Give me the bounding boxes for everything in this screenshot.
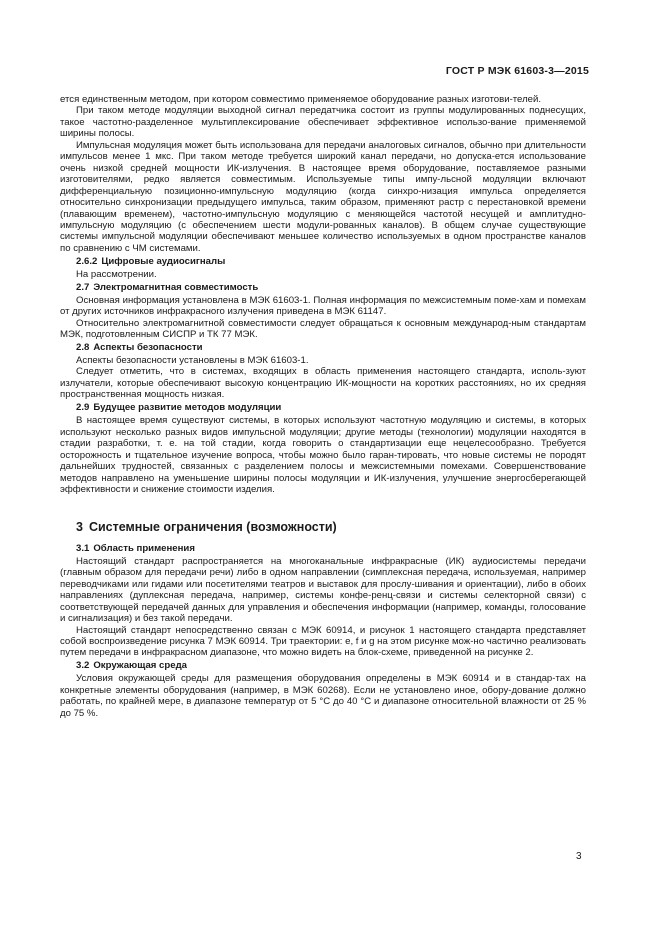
paragraph: Настоящий стандарт непосредственно связан с МЭК 60914, и рисунок 1 настоящего стандарта представляет собой воспроизведение рисунка 7 МЭК 60914. Три траектории: e, f и g на этом рисунке мож-но частично реализовать путем передачи в инфракрасном диапазоне, что можно видеть на блок-схеме, приведенной на рисунке 2. — [60, 624, 586, 659]
subsection-heading — [76, 256, 586, 267]
paragraph: На рассмотрении. — [76, 268, 157, 280]
paragraph: Настоящий стандарт распространяется на многоканальные инфракрасные (ИК) аудиосистемы передачи (главным образом для передачи речи) либо в одном направлении (симплексная передача, используемая, например переводчиками или гидами или посетителями театров и выставок для прослу-шивания и ориентации), либо в обоих направлениях (дуплексная передача, например, системы конфе-ренц-связи и системы селекторной связи) с соответствующей передачей данных для управления и обеспечения информации (например, команды, голосование и сигнализация) и без такой передачи. — [60, 555, 586, 625]
subsection-heading — [76, 342, 586, 353]
page-number: 3 — [576, 851, 582, 862]
subsection-heading — [76, 402, 586, 413]
paragraph: Основная информация установлена в МЭК 61603-1. Полная информация по межсистемным поме-хам и помехам от других источников инфракрасного излучения приведена в МЭК 61147. — [60, 294, 586, 318]
paragraph: В настоящее время существуют системы, в которых используют частотную модуляцию и системы, в которых используют несколько разных видов импульсной модуляции; другие методы (технологии) модуляции находятся в стадии разработки, т. е. на той стадии, когда говорить о стандартизации еще нецелесообразно. Требуется осторожность и тщательное изучение вопроса, чтобы можно было гаран-тировать, что новые системы не породят дальнейших трудностей, связанных с разделением полосы и межсистемными помехами. Совершенствование методов направлено на уменьшение ширины полосы модуляции и ИК-излучения, улучшение энергосберегающей эффективности и снижение стоимости изделия. — [60, 415, 586, 495]
standard-header: ГОСТ Р МЭК 61603-3—2015 — [445, 65, 589, 77]
heading-title: Область применения — [93, 542, 195, 554]
heading-number: 3.1 — [76, 542, 90, 554]
heading-number: 3.2 — [76, 660, 90, 672]
heading-title: Цифровые аудиосигналы — [101, 255, 226, 267]
section-heading — [76, 522, 586, 533]
heading-number: 2.6.2 — [76, 255, 98, 267]
heading-number: 2.9 — [76, 402, 90, 414]
heading-number: 2.7 — [76, 281, 90, 293]
paragraph: Импульсная модуляция может быть использована для передачи аналоговых сигналов, обычно при длительности импульсов менее 1 мкс. При таком методе требуется широкий канал передачи, но допуска-ется использование очень низкой средней мощности ИК-излучения. В настоящее время оборудование, поставляемое разными изготовителями, редко является совместимым. Используемые типы импу-льсной модуляции включают дифференциальную позиционно-импульсную модуляцию (когда синхро-низация импульса определяется относительно синхронизации предыдущего импульса, таким образом, применяют растр с перестановкой времени (плавающим временем), частотно-импульсную модуляцию с меняющейся частотой несущей и амплитудно-импульсную модуляцию (с обеспечением шести модули-рованных каналов). В общем случае существующие системы импульсной модуляции обеспечивают меньшее количество используемых в одном пространстве каналов по сравнению с ЧМ системами. — [60, 139, 586, 254]
subsection-heading — [76, 543, 586, 554]
paragraph: Условия окружающей среды для размещения оборудования определены в МЭК 60914 и в стандар-тах на конкретные элементы оборудования (например, в МЭК 60268). Если не установлено иное, обору-дование должно работать, по крайней мере, в диапазоне температур от 5 °С до 40 °С и диапазоне относительной влажности от 25 % до 75 %. — [60, 673, 586, 719]
heading-title: Электромагнитная совместимость — [93, 281, 259, 293]
paragraph: Следует отметить, что в системах, входящих в область применения настоящего стандарта, исполь-зуют излучатели, которые обеспечивают высокую концентрацию ИК-мощности на коротких расстояниях, но их средняя пространственная мощность низкая. — [60, 366, 586, 401]
document-body — [60, 94, 586, 719]
paragraph: Относительно электромагнитной совместимости следует обращаться к основным международ-ным стандартам МЭК, подготовленным СИСПР и ТК 77 МЭК. — [60, 317, 586, 341]
heading-number: 2.8 — [76, 342, 90, 354]
paragraph: Аспекты безопасности установлены в МЭК 61603-1. — [76, 354, 309, 366]
subsection-heading — [76, 660, 586, 671]
subsection-heading — [76, 282, 586, 293]
heading-title: Аспекты безопасности — [93, 342, 203, 354]
heading-number: 3 — [76, 520, 83, 535]
paragraph: ется единственным методом, при котором совместимо применяемое оборудование разных изготови-телей. — [60, 94, 542, 105]
heading-title: Окружающая среда — [93, 660, 188, 672]
paragraph: При таком методе модуляции выходной сигнал передатчика состоит из группы модулированных поднесущих, такое частотно-разделенное мультиплексирование обеспечивает эффективное использо-вание применяемой ширины полосы. — [60, 105, 586, 140]
heading-title: Системные ограничения (возможности) — [88, 520, 337, 535]
heading-title: Будущее развитие методов модуляции — [93, 402, 282, 414]
